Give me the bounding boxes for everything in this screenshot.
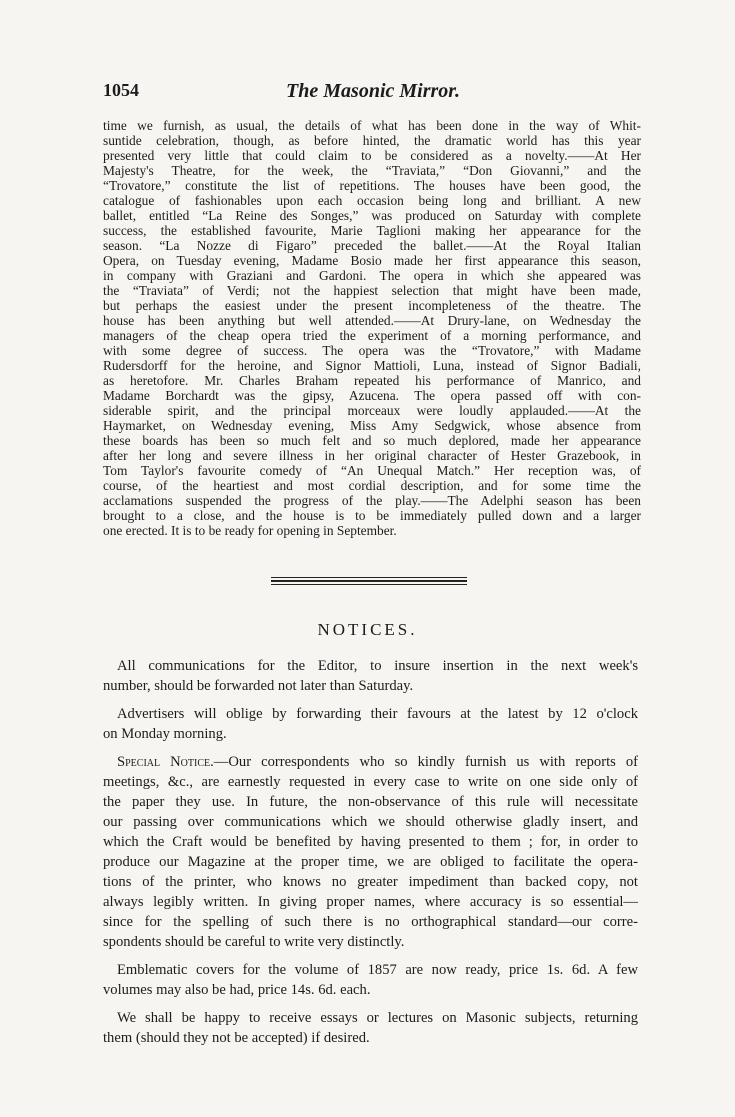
article-line: ballet, entitled “La Reine des Songes,” was produced on Saturday with complete [103,208,641,223]
article-line: success, the established favourite, Marie Taglioni making her appearance for the [103,223,641,238]
special-notice-lead: Special Notice. [117,754,214,770]
article-line: house has been anything but well attended.——At Drury-lane, on Wednesday the [103,313,641,328]
article-line: season. “La Nozze di Figaro” preceded the ballet.——At the Royal Italian [103,238,641,253]
article-line: brought to a close, and the house is to be immediately pulled down and a larger [103,508,641,523]
article-line: with some degree of success. The opera was the “Trovatore,” with Madame [103,343,641,358]
article-line: but perhaps the easiest under the present incompleteness of the theatre. The [103,298,641,313]
article-line: catalogue of fashionables upon each occasion being long and brilliant. A new [103,193,641,208]
notices-heading: NOTICES. [317,620,418,639]
article-line: Haymarket, on Wednesday evening, Miss Amy Sedgwick, whose absence from [103,418,641,433]
article-line: Majesty's Theatre, for the week, the “Traviata,” “Don Giovanni,” and the [103,163,641,178]
page-header [103,80,643,106]
notice-paragraph: Special Notice.—Our correspondents who so kindly furnish us with reports of meetings, &c., are earnestly requested in every case to write on one side only of the paper they use. In future, the non-observance of this rule will necessitate our passing over communications which we should otherwise gladly insert, and which the Craft would be benefited by having presented to them ; for, in order to produce our Magazine at the proper time, we are obliged to facilitate the opera- tions of the printer, who knows no greater impediment than backed copy, not always legibly written. In giving proper names, where accuracy is so essential— since for the spelling of such there is no orthographical standard—our corre- spondents should be careful to write very distinctly. [103,754,638,950]
article-line: as heretofore. Mr. Charles Braham repeated his performance of Manrico, and [103,373,641,388]
article-line: siderable spirit, and the principal morceaux were loudly applauded.——At the [103,403,641,418]
article-line: Tom Taylor's favourite comedy of “An Unequal Match.” Her reception was, of [103,463,641,478]
notice-paragraph: Advertisers will oblige by forwarding their favours at the latest by 12 o'clock on Monday morning. [103,706,638,742]
article-line: presented very little that could claim to be considered as a novelty.——At Her [103,148,641,163]
notice-paragraph: Emblematic covers for the volume of 1857 are now ready, price 1s. 6d. A few volumes may also be had, price 14s. 6d. each. [103,962,638,998]
article-line: time we furnish, as usual, the details of what has been done in the way of Whit- [103,118,641,133]
article-line: managers of the cheap opera tried the experiment of a morning performance, and [103,328,641,343]
page-number: 1054 [103,80,139,100]
article-text [103,118,641,538]
article-line: the “Traviata” of Verdi; not the happiest selection that might have been made, [103,283,641,298]
article-line: course, of the heartiest and most cordial description, and for some time the [103,478,641,493]
notice-paragraph: All communications for the Editor, to insure insertion in the next week's number, should be forwarded not later than Saturday. [103,658,638,694]
article-line: in company with Graziani and Gardoni. The opera in which she appeared was [103,268,641,283]
notice-paragraph: We shall be happy to receive essays or lectures on Masonic subjects, returning them (should they not be accepted) if desired. [103,1010,638,1046]
notices-body [103,656,638,1056]
running-title: The Masonic Mirror. [286,80,460,102]
article-line: after her long and severe illness in her original character of Hester Grazebook, in [103,448,641,463]
article-line: Madame Borchardt was the gipsy, Azucena. The opera passed off with con- [103,388,641,403]
article-line: acclamations suspended the progress of the play.——The Adelphi season has been [103,493,641,508]
article-line: Rudersdorff for the heroine, and Signor Mattioli, Luna, instead of Signor Badiali, [103,358,641,373]
article-line: these boards has been so much felt and so much deplored, made her appearance [103,433,641,448]
article-line: Opera, on Tuesday evening, Madame Bosio made her first appearance this season, [103,253,641,268]
article-line: “Trovatore,” constitute the list of repetitions. The houses have been good, the [103,178,641,193]
section-divider [271,577,467,587]
article-line: one erected. It is to be ready for opening in September. [103,523,397,538]
article-line: suntide celebration, though, as before hinted, the dramatic world has this year [103,133,641,148]
